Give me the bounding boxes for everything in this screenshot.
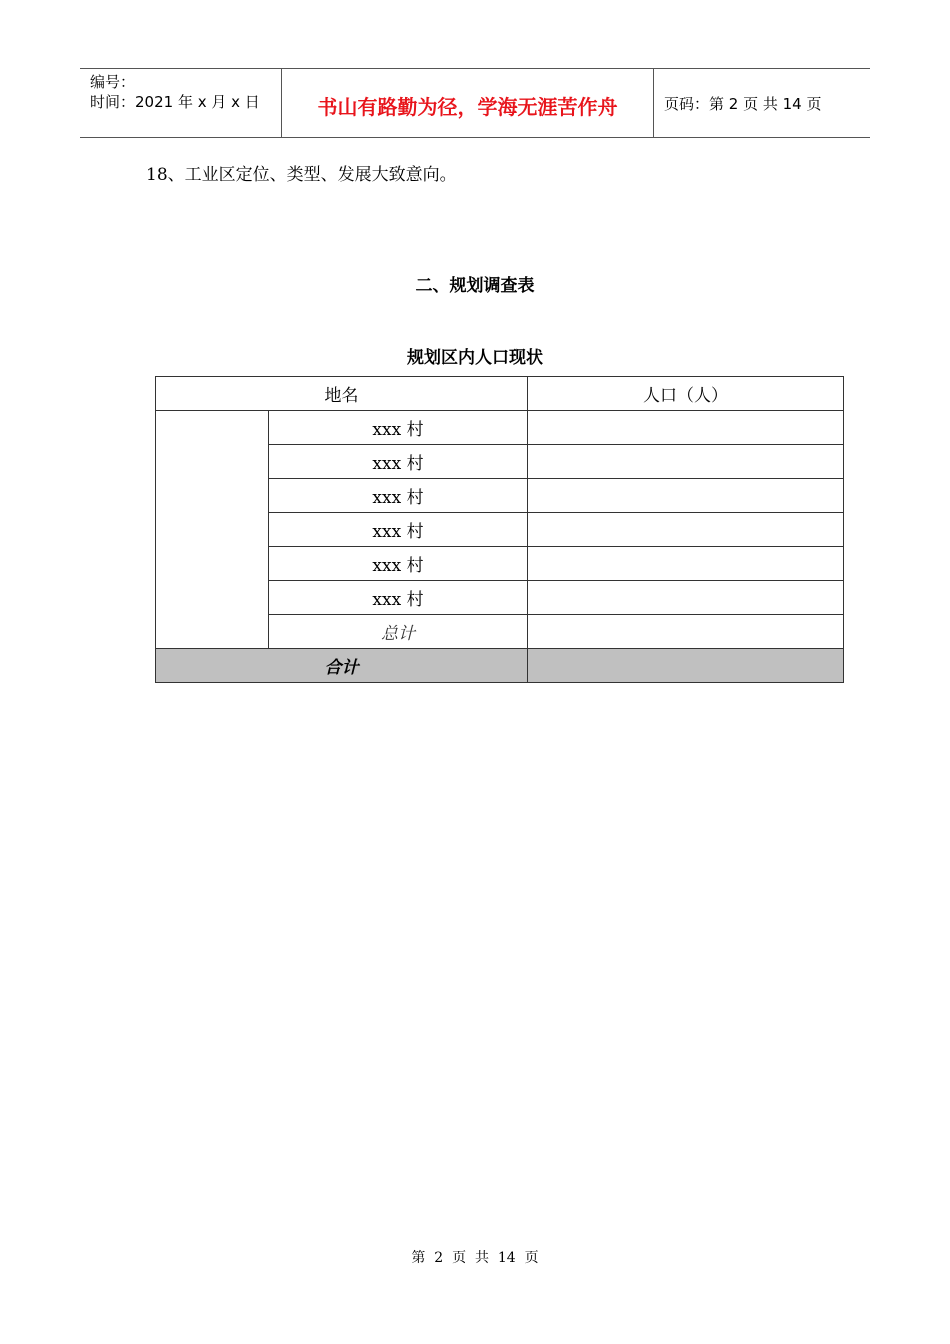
population-cell bbox=[528, 581, 844, 615]
village-name: xxx 村 bbox=[269, 479, 528, 513]
population-cell bbox=[528, 411, 844, 445]
table-title: 规划区内人口现状 bbox=[407, 348, 543, 368]
village-name: xxx 村 bbox=[269, 513, 528, 547]
population-cell bbox=[528, 513, 844, 547]
village-name: xxx 村 bbox=[269, 445, 528, 479]
header-place-name: 地名 bbox=[156, 377, 528, 411]
page-footer: 第 2 页 共 14 页 bbox=[411, 1250, 539, 1266]
header-meta-cell bbox=[80, 69, 282, 137]
total-label: 合计 bbox=[156, 649, 528, 683]
village-name: xxx 村 bbox=[269, 581, 528, 615]
document-header bbox=[80, 68, 870, 138]
number-label: 编号： bbox=[90, 73, 136, 91]
population-cell bbox=[528, 547, 844, 581]
header-page-cell bbox=[654, 69, 870, 137]
population-cell bbox=[528, 479, 844, 513]
total-row bbox=[156, 649, 844, 683]
header-population: 人口（人） bbox=[528, 377, 844, 411]
region-cell bbox=[156, 411, 269, 649]
section-title: 二、规划调查表 bbox=[415, 276, 535, 296]
header-motto-cell bbox=[282, 69, 654, 137]
subtotal-value-cell bbox=[528, 615, 844, 649]
table-header-row bbox=[156, 377, 844, 411]
body-paragraph: 18、工业区定位、类型、发展大致意向。 bbox=[146, 165, 457, 185]
village-name: xxx 村 bbox=[269, 547, 528, 581]
population-table bbox=[155, 376, 844, 683]
village-name: xxx 村 bbox=[269, 411, 528, 445]
subtotal-label: 总计 bbox=[269, 615, 528, 649]
page-info: 页码：第 2 页 共 14 页 bbox=[664, 95, 822, 113]
motto-text: 书山有路勤为径，学海无涯苦作舟 bbox=[317, 95, 618, 119]
population-cell bbox=[528, 445, 844, 479]
table-row bbox=[156, 411, 844, 445]
date-label: 时间：2021 年 x 月 x 日 bbox=[90, 93, 260, 111]
total-value-cell bbox=[528, 649, 844, 683]
